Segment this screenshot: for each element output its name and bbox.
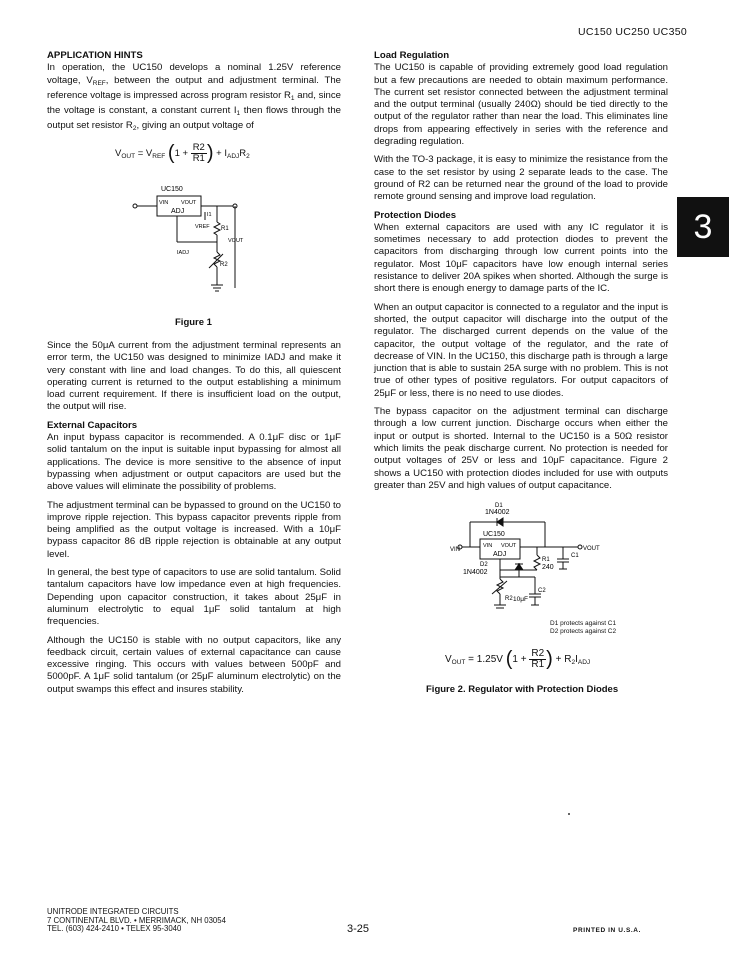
printed-in-usa: PRINTED IN U.S.A.	[573, 927, 641, 934]
fig2-note-1: D1 protects against C1	[550, 620, 617, 627]
fig1-vout-label: VOUT	[228, 238, 244, 244]
fig1-vout-pin: VOUT	[181, 200, 197, 206]
figure-1-caption: Figure 1	[175, 317, 212, 328]
fig2-vin-label: VIN	[450, 547, 461, 553]
fig1-iadj-label: IADJ	[177, 250, 189, 256]
fig2-adj-pin: ADJ	[493, 551, 507, 558]
fig2-chip-label: UC150	[483, 531, 505, 538]
fig1-i1-label: I1	[207, 212, 212, 218]
fig1-adj-pin: ADJ	[171, 208, 185, 215]
protection-diodes-title: Protection Diodes	[374, 209, 457, 221]
company-footer	[47, 908, 226, 934]
left-column-body	[47, 340, 341, 702]
section-title: APPLICATION HINTS	[47, 50, 143, 61]
fig2-vout-label: VOUT	[583, 546, 600, 552]
fig2-notes	[550, 620, 616, 635]
fig2-output-equation: $V_{OUT} = 1.25V$ (1 + $\frac{R2}{R1}$ ) + $R_2I_{ADJ}$	[445, 648, 591, 670]
fig2-d2-label: D2	[480, 562, 488, 568]
ext-caps-paragraph-2: The adjustment terminal can be bypassed to ground on the UC150 to improve ripple rejection. This bypass capacitor prevents ripple from being amplified as the output voltage is increased. With a 10μF bypass capacitor 86 dB ripple rejection is obtainable at any output level.	[47, 499, 341, 560]
figure-2-caption: Figure 2. Regulator with Protection Diodes	[426, 684, 619, 695]
app-hints-paragraph: In operation, the UC150 develops a nominal 1.25V reference voltage, $V_{REF}$, between the output and adjustment terminal. The reference voltage is impressed across program resistor $R_1$ and, since the voltage is constant, a constant current $I_1$ then flows through the output set resistor $R_2$, giving an output voltage of	[47, 62, 341, 133]
fig1-chip-label: UC150	[161, 186, 183, 193]
ext-caps-paragraph-1: An input bypass capacitor is recommended. A 0.1μF disc or 1μF solid tantalum on the input is suitable input bypassing for almost all applications. The device is more sensitive to the absence of input bypassing when adjustment or output capacitors are used but the above values will eliminate the possibility of problems.	[47, 432, 341, 493]
fig2-d1-label: D1	[495, 503, 503, 509]
r2-over-r1-fraction: $\frac{R2}{R1}$	[192, 142, 205, 164]
load-paragraph-2: With the TO-3 package, it is easy to minimize the resistance from the case to the set resistor by using 2 separate leads to the case. The ground of R2 can be returned near the ground of the load to provide remote ground sensing and improve load regulation.	[374, 154, 668, 203]
protection-paragraph-1: When external capacitors are used with any IC regulator it is sometimes necessary to add protection diodes to prevent the capacitors from discharging through low current points into the regulator. Most 10μF capacitors have low enough internal series resistance to deliver 20A spikes when shorted. Although the surge is short there is enough energy to damage parts of the IC.	[374, 221, 668, 295]
fig2-c2-label: C2	[538, 588, 546, 594]
external-capacitors-title: External Capacitors	[47, 419, 138, 431]
fig1-r2-label: R2	[220, 262, 228, 268]
ext-caps-paragraph-4: Although the UC150 is stable with no output capacitors, like any feedback circuit, certain values of external capacitance can cause excessive ringing. This occurs with values between 500pF and 5000pF. A 1μF solid tantalum (or 25μF aluminum electrolytic) on the output swamps this effect and insures stability.	[47, 634, 341, 695]
footer-line-3: TEL. (603) 424-2410 • TELEX 95-3040	[47, 924, 182, 934]
left-column-top	[47, 50, 341, 142]
output-voltage-equation: $V_{OUT} = V_{REF}$ (1 + $\frac{R2}{R1}$ ) + $I_{ADJ}R_2$	[115, 142, 250, 164]
fig1-vref-label: VREF	[195, 224, 210, 230]
fig2-r1-value: 240	[542, 564, 554, 571]
ext-caps-paragraph-3: In general, the best type of capacitors to use are solid tantalum. Solid tantalum capacitors have low impedance even at high frequencies. Depending upon capacitor construction, it takes about 25μF in aluminum electrolytic to equal 1μF solid tantalum at high frequencies.	[47, 567, 341, 628]
fig2-r2-over-r1-fraction: $\frac{R2}{R1}$	[531, 648, 545, 670]
load-paragraph-1: The UC150 is capable of providing extremely good load regulation but a few precautions are needed to obtain maximum performance. The current set resistor connected between the adjustment terminal and the output terminal (usually 240Ω) should be tied directly to the output of the regulator rather than near the load. This eliminates line drops from appearing effectively in series with the reference and degrading regulation.	[374, 62, 668, 148]
fig2-r1-label: R1	[542, 557, 550, 563]
right-column-top	[374, 50, 668, 498]
fig2-c2-value: 10μF	[513, 596, 528, 603]
adjustment-current-paragraph: Since the 50μA current from the adjustment terminal represents an error term, the UC150 was designed to minimize IADJ and make it very constant with line and load changes. To do this, all quiescent operating current is returned to the output establishing a minimum load current requirement. If there is insufficient load on the output, the output will rise.	[47, 340, 341, 413]
part-numbers-header: UC150 UC250 UC350	[578, 26, 687, 38]
figure-2-schematic	[445, 497, 620, 617]
fig2-c1-label: C1	[571, 553, 579, 559]
fig1-vin-pin: VIN	[159, 200, 169, 206]
fig2-vin-pin: VIN	[483, 543, 493, 549]
protection-paragraph-2: When an output capacitor is connected to a regulator and the input is shorted, the output capacitor will discharge into the output of the regulator. The discharged current depends on the value of the capacitor, the output voltage of the regulator, and the rate of decrease of VIN. In the UC150, this discharge path is through a large junction that is able to sustain 25A surge with no problem. This is not true of other types of positive regulators. For output capacitors of 25μF or less, there is no need to use diodes.	[374, 301, 668, 399]
fig2-d2-part: 1N4002	[463, 569, 488, 576]
footer-line-2: 7 CONTINENTAL BLVD. • MERRIMACK, NH 03054	[47, 915, 226, 925]
fig2-d1-part: 1N4002	[485, 509, 510, 516]
scan-speck	[568, 813, 570, 815]
footer-line-1: UNITRODE INTEGRATED CIRCUITS	[47, 907, 179, 916]
section-tab: 3	[677, 197, 729, 257]
fig2-note-2: D2 protects against C2	[550, 627, 617, 635]
protection-paragraph-3: The bypass capacitor on the adjustment terminal can discharge through a low current junction. Discharge occurs when either the input or output is shorted. Internal to the UC150 is a 50Ω resistor which limits the peak discharge current. No protection is needed for output voltages of 25V or less and 10μF capacitance. Figure 2 shows a UC150 with protection diodes included for use with outputs greater than 25V and high values of output capacitance.	[374, 406, 668, 491]
page-number: 3-25	[347, 923, 370, 935]
fig2-r2-label: R2	[505, 596, 513, 602]
fig1-r1-label: R1	[221, 226, 229, 232]
load-regulation-title: Load Regulation	[374, 50, 450, 61]
figure-1-schematic	[125, 180, 265, 300]
fig2-vout-pin: VOUT	[501, 543, 517, 549]
